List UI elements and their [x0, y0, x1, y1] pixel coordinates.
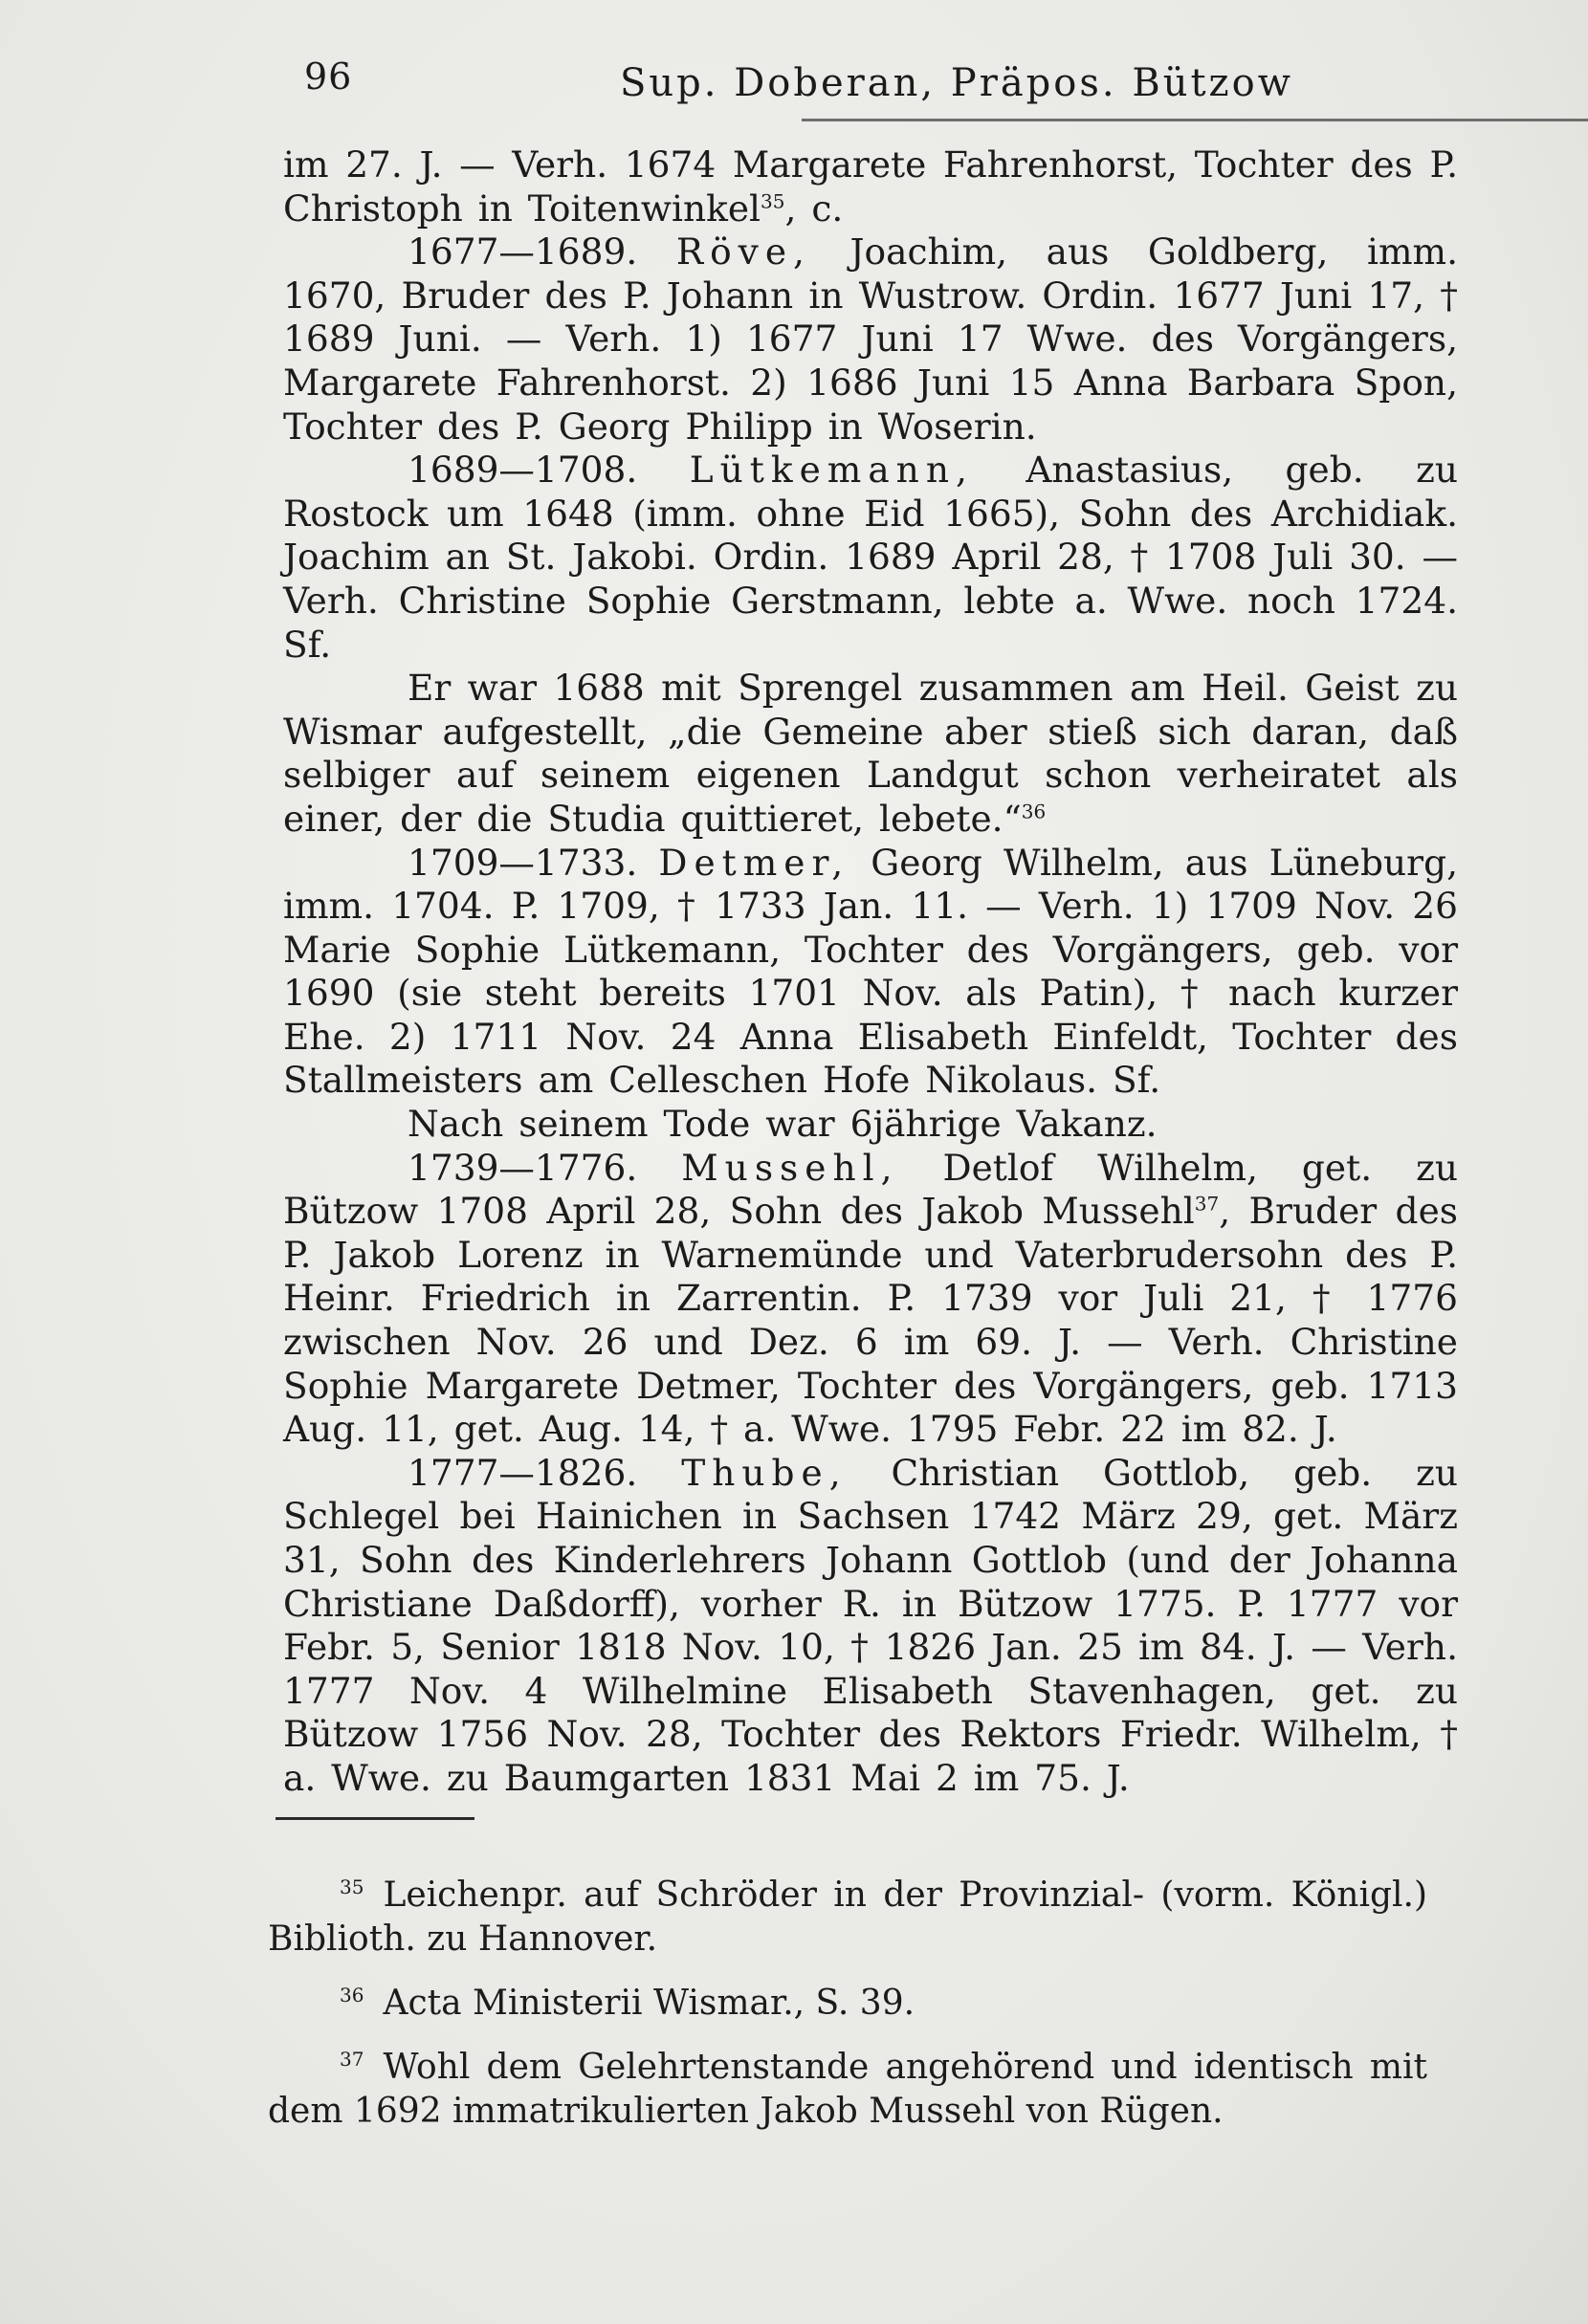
paragraph: Er war 1688 mit Sprengel zusammen am Heil. Geist zu Wismar aufgestellt, „die Gemeine aber stieß sich daran, daß selbiger auf seinem eigenen Landgut schon verheiratet als einer, der die Studia quittieret, lebete.“$^{36}$ [283, 667, 1458, 840]
footnote [268, 1865, 1427, 1962]
page-number: 96 [304, 55, 353, 98]
footnote-number: 35 [340, 1875, 364, 1898]
entry-years: 1739—1776. [408, 1146, 638, 1189]
entry-text: Detlof Wilhelm, get. zu Bützow 1708 April 28, Sohn des Jakob Mussehl [283, 1146, 1458, 1233]
footnote-ref: 35 [761, 189, 785, 213]
pastor-name: Röve, [675, 230, 811, 274]
paragraph: im 27. J. — Verh. 1674 Margarete Fahrenhorst, Tochter des P. Christoph in Toitenwinkel$^{35}$, c. [283, 143, 1458, 230]
page-header [304, 55, 1433, 113]
pastor-name: Detmer, [658, 841, 850, 884]
running-head: Sup. Doberan, Präpos. Bützow [620, 61, 1293, 105]
entry-text: , Bruder des P. Jakob Lorenz in Warnemünde und Vaterbrudersohn des P. Heinr. Friedrich in Zarrentin. P. 1739 vor Juli 21, † 1776 zwischen Nov. 26 und Dez. 6 im 69. J. — Verh. Christine Sophie Margarete Detmer, Tochter des Vorgängers, geb. 1713 Aug. 11, get. Aug. 14, † a. Wwe. 1795 Febr. 22 im 82. J. [283, 1190, 1459, 1451]
pastor-name: Mussehl, [681, 1146, 899, 1189]
header-rule [802, 119, 1588, 121]
main-text [283, 143, 1458, 1801]
entry-text: Anastasius, geb. zu Rostock um 1648 (imm. ohne Eid 1665), Sohn des Archidiak. Joachim an St. Jakobi. Ordin. 1689 April 28, † 1708 Juli 30. — Verh. Christine Sophie Gerstmann, lebte a. Wwe. noch 1724. Sf. [283, 449, 1459, 666]
footnote-ref: 36 [1021, 800, 1047, 823]
pastor-entry [283, 842, 1458, 1104]
pastor-name: Lütkemann, [689, 449, 974, 492]
footnote-text: Acta Ministerii Wismar., S. 39. [383, 1984, 915, 2023]
footnotes [268, 1865, 1427, 2145]
pastor-name: Thube, [681, 1451, 848, 1494]
entry-years: 1677—1689. [408, 230, 638, 274]
pastor-entry [283, 1147, 1458, 1452]
entry-text: Christian Gottlob, geb. zu Schlegel bei Hainichen in Sachsen 1742 März 29, get. März 31, Sohn des Kinderlehrers Johann Gottlob (und der Johanna Christiane Daßdorff), vorher R. in Bützow 1775. P. 1777 vor Febr. 5, Senior 1818 Nov. 10, † 1826 Jan. 25 im 84. J. — Verh. 1777 Nov. 4 Wilhelmine Elisabeth Stavenhagen, get. zu Bützow 1756 Nov. 28, Tochter des Rektors Friedr. Wilhelm, † a. Wwe. zu Baumgarten 1831 Mai 2 im 75. J. [283, 1451, 1459, 1799]
entry-years: 1689—1708. [408, 449, 638, 492]
footnote-text: Leichenpr. auf Schröder in der Provinzial- (vorm. Königl.) Biblioth. zu Hannover. [268, 1875, 1427, 1959]
footnote [268, 2037, 1427, 2134]
footnote [268, 1973, 1427, 2026]
entry-text: Joachim, aus Goldberg, imm. 1670, Bruder des P. Johann in Wustrow. Ordin. 1677 Juni 17, † 1689 Juni. — Verh. 1) 1677 Juni 17 Wwe. des Vorgängers, Margarete Fahrenhorst. 2) 1686 Juni 15 Anna Barbara Spon, Tochter des P. Georg Philipp in Woserin. [283, 230, 1459, 448]
entry-years: 1709—1733. [408, 841, 638, 884]
pastor-entry [283, 1452, 1458, 1801]
entry-years: 1777—1826. [408, 1451, 638, 1494]
footnote-text: Wohl dem Gelehrtenstande angehörend und identisch mit dem 1692 immatrikulierten Jakob Mussehl von Rügen. [268, 2048, 1427, 2131]
footnote-rule [276, 1817, 474, 1820]
footnote-number: 36 [340, 1984, 364, 2006]
footnote-number: 37 [340, 2048, 364, 2071]
paragraph: Nach seinem Tode war 6jährige Vakanz. [408, 1103, 1158, 1146]
footnote-ref: 37 [1194, 1192, 1220, 1216]
pastor-entry [283, 449, 1458, 667]
pastor-entry [283, 230, 1458, 449]
entry-text: Georg Wilhelm, aus Lüneburg, imm. 1704. P. 1709, † 1733 Jan. 11. — Verh. 1) 1709 Nov. 26 Marie Sophie Lütkemann, Tochter des Vorgängers, geb. vor 1690 (sie steht bereits 1701 Nov. als Patin), † nach kurzer Ehe. 2) 1711 Nov. 24 Anna Elisabeth Einfeldt, Tochter des Stallmeisters am Celleschen Hofe Nikolaus. Sf. [283, 841, 1458, 1102]
